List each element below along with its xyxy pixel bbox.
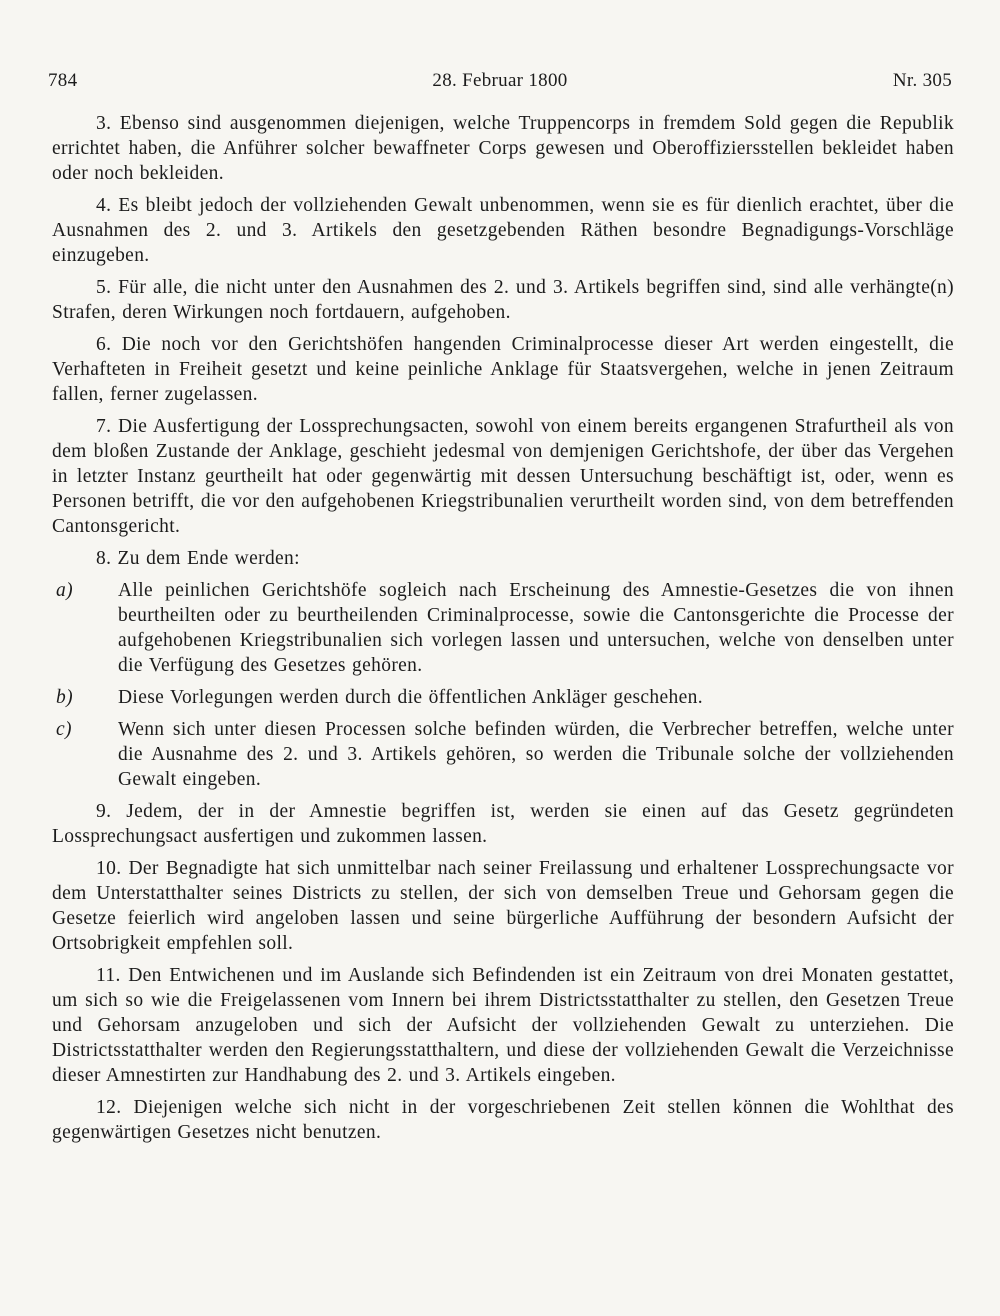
page-header: [48, 70, 952, 102]
page-number: 784: [48, 70, 78, 91]
document-number: Nr. 305: [892, 70, 952, 91]
paragraph-11: 11. Den Entwichenen und im Auslande sich Befindenden ist ein Zeitraum von drei Monaten gestattet, um sich so wie die Freigelassenen vom Innern bei ihrem Districtsstatthalter zu stellen, den Gesetzen Treue und Gehorsam anzugeloben und sich der Aufsicht der vollziehenden Gewalt zu unterziehen. Die Districtsstatthalter werden den Regierungsstatthaltern, und diese der vollziehenden Gewalt die Verzeichnisse dieser Amnestirten zur Handhabung des 2. und 3. Artikels eingeben.: [52, 965, 954, 1086]
paragraph-10: 10. Der Begnadigte hat sich unmittelbar nach seiner Freilassung und erhaltener Lossprechungsacte vor dem Unterstatthalter seines Districts zu stellen, der sich von demselben Treue und Gehorsam gegen die Gesetze feierlich wird angeloben lassen und seine bürgerliche Aufführung der besondern Aufsicht der Ortsobrigkeit empfehlen soll.: [52, 858, 954, 954]
paragraph-8: 8. Zu dem Ende werden:: [96, 548, 300, 569]
subparagraph-8c: [52, 717, 954, 792]
subparagraph-text: Alle peinlichen Gerichtshöfe sogleich nach Erscheinung des Amnestie-Gesetzes die von ihnen beurtheilten oder zu beurtheilenden Criminalprocesse, sowie die Cantonsgerichte die Processe der aufgehobenen Kriegstribunalien sich vorlegen lassen und untersuchen, welche von denselben unter die Verfügung des Gesetzes gehören.: [118, 580, 954, 676]
subparagraph-text: Diese Vorlegungen werden durch die öffentlichen Ankläger geschehen.: [118, 687, 703, 708]
paragraph-12: 12. Diejenigen welche sich nicht in der vorgeschriebenen Zeit stellen können die Wohlthat des gegenwärtigen Gesetzes nicht benutzen.: [52, 1097, 954, 1143]
paragraph-3: 3. Ebenso sind ausgenommen diejenigen, welche Truppencorps in fremdem Sold gegen die Republik errichtet haben, die Anführer solcher bewaffneter Corps gewesen und Oberoffiziersstellen bekleidet haben oder noch bekleiden.: [52, 113, 954, 184]
subparagraph-text: Wenn sich unter diesen Processen solche befinden würden, die Verbrecher betreffen, welche unter die Ausnahme des 2. und 3. Artikels gehören, so werden die Tribunale solche der vollziehenden Gewalt eingeben.: [118, 719, 954, 790]
paragraph-4: 4. Es bleibt jedoch der vollziehenden Gewalt unbenommen, wenn sie es für dienlich erachtet, über die Ausnahmen des 2. und 3. Artikels den gesetzgebenden Räthen besondre Begnadigungs-Vorschläge einzugeben.: [52, 195, 954, 266]
header-date: 28. Februar 1800: [432, 70, 568, 91]
subparagraph-marker: b): [56, 687, 73, 708]
subparagraph-marker: c): [56, 719, 72, 740]
paragraph-5: 5. Für alle, die nicht unter den Ausnahmen des 2. und 3. Artikels begriffen sind, sind alle verhängte(n) Strafen, deren Wirkungen noch fortdauern, aufgehoben.: [52, 277, 954, 323]
paragraph-6: 6. Die noch vor den Gerichtshöfen hangenden Criminalprocesse dieser Art werden eingestellt, die Verhafteten in Freiheit gesetzt und keine peinliche Anklage für Staatsvergehen, welche in jenen Zeitraum fallen, ferner zugelassen.: [52, 334, 954, 405]
subparagraph-8b: [52, 685, 954, 710]
subparagraph-8a: [52, 578, 954, 678]
paragraph-7: 7. Die Ausfertigung der Lossprechungsacten, sowohl von einem bereits ergangenen Strafurtheil als von dem bloßen Zustande der Anklage, geschieht jedesmal von demjenigen Gerichtshofe, der über das Vergehen in letzter Instanz geurtheilt hat oder gegenwärtig mit dessen Untersuchung beschäftigt ist, oder, wenn es Personen betrifft, die vor den aufgehobenen Kriegstribunalien verurtheilt worden sind, von dem betreffenden Cantonsgericht.: [52, 416, 954, 537]
subparagraph-marker: a): [56, 580, 73, 601]
body-text: [52, 111, 954, 1152]
paragraph-9: 9. Jedem, der in der Amnestie begriffen ist, werden sie einen auf das Gesetz gegründeten Lossprechungsact ausfertigen und zukommen lassen.: [52, 801, 954, 847]
